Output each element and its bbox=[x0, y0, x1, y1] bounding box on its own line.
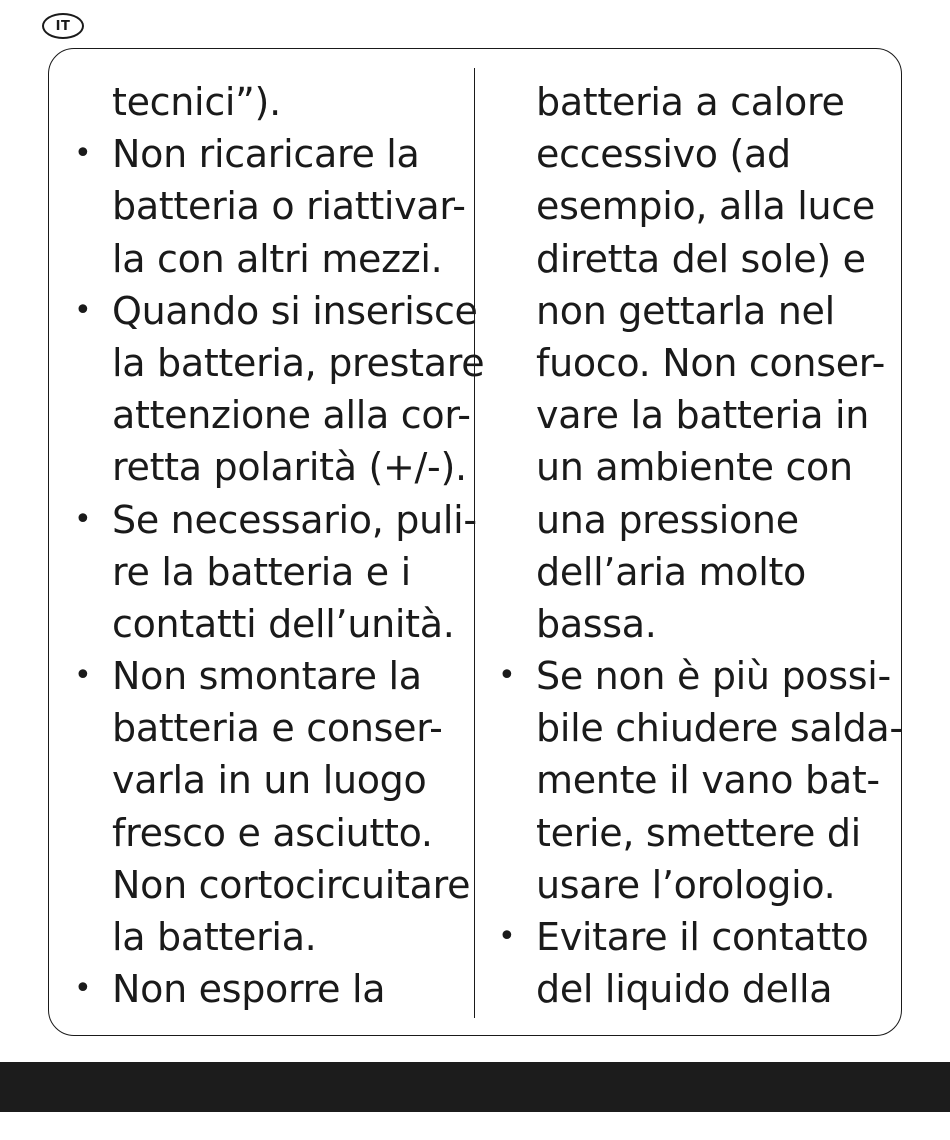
text-line bbox=[68, 702, 468, 754]
bullet-list-item-line bbox=[492, 911, 892, 963]
line-text: attenzione alla cor- bbox=[112, 393, 471, 438]
left-text-column bbox=[68, 76, 485, 1015]
text-line bbox=[68, 859, 471, 911]
text-line bbox=[492, 76, 892, 128]
bullet-list-item-line bbox=[68, 963, 468, 1015]
line-text: fuoco. Non conser- bbox=[536, 340, 886, 385]
text-line bbox=[492, 128, 892, 180]
line-text: esempio, alla luce bbox=[536, 184, 875, 229]
bullet-list-item-line bbox=[68, 128, 468, 180]
line-text: batteria o riattivar- bbox=[112, 184, 466, 229]
line-text: mente il vano bat- bbox=[536, 758, 880, 803]
line-text: Non ricaricare la bbox=[112, 132, 420, 177]
line-text: una pressione bbox=[536, 497, 799, 542]
bullet-icon: • bbox=[498, 658, 516, 694]
line-text: la con altri mezzi. bbox=[112, 236, 443, 281]
text-line bbox=[68, 337, 485, 389]
line-text: batteria e conser- bbox=[112, 706, 443, 751]
text-line bbox=[492, 598, 892, 650]
text-line bbox=[68, 233, 468, 285]
text-line bbox=[492, 546, 892, 598]
text-line bbox=[492, 963, 892, 1015]
text-line bbox=[492, 754, 892, 806]
line-text: Quando si inserisce bbox=[112, 288, 478, 333]
text-line bbox=[68, 389, 471, 441]
line-text: Non cortocircuitare bbox=[112, 862, 471, 907]
bullet-list-item-line bbox=[68, 494, 477, 546]
line-text: un ambiente con bbox=[536, 445, 853, 490]
text-line bbox=[492, 494, 892, 546]
bullet-icon: • bbox=[74, 658, 92, 694]
line-text: diretta del sole) e bbox=[536, 236, 866, 281]
text-line bbox=[492, 337, 892, 389]
line-text: bassa. bbox=[536, 601, 657, 646]
bullet-list-item-line bbox=[68, 285, 478, 337]
footer-bar bbox=[0, 1062, 950, 1112]
line-text: Se necessario, puli- bbox=[112, 497, 477, 542]
text-line bbox=[68, 598, 468, 650]
line-text: dell’aria molto bbox=[536, 549, 806, 594]
bullet-list-item-line bbox=[492, 650, 892, 702]
bullet-icon: • bbox=[74, 971, 92, 1007]
language-badge bbox=[42, 13, 84, 39]
text-line bbox=[492, 859, 892, 911]
line-text: la batteria. bbox=[112, 915, 317, 959]
line-text: Non esporre la bbox=[112, 967, 386, 1012]
line-text: eccessivo (ad bbox=[536, 132, 791, 177]
text-line bbox=[492, 389, 892, 441]
line-text: vare la batteria in bbox=[536, 393, 870, 438]
bullet-icon: • bbox=[74, 292, 92, 328]
line-text: usare l’orologio. bbox=[536, 862, 836, 907]
line-text: re la batteria e i bbox=[112, 549, 411, 594]
line-text: bile chiudere salda- bbox=[536, 706, 903, 751]
line-text: varla in un luogo bbox=[112, 758, 427, 803]
text-line bbox=[68, 180, 468, 232]
line-text: retta polarità (+/-). bbox=[112, 445, 467, 490]
right-text-column bbox=[492, 76, 903, 1015]
bullet-list-item-line bbox=[68, 650, 468, 702]
line-text: contatti dell’unità. bbox=[112, 601, 455, 646]
line-text: Se non è più possi- bbox=[536, 654, 891, 699]
text-line bbox=[68, 546, 468, 598]
text-line bbox=[68, 754, 468, 806]
line-text: terie, smettere di bbox=[536, 810, 861, 855]
text-line bbox=[492, 807, 892, 859]
text-line bbox=[68, 911, 468, 963]
text-line bbox=[492, 702, 903, 754]
line-text: Non smontare la bbox=[112, 654, 422, 699]
text-line bbox=[68, 807, 468, 859]
text-line bbox=[492, 285, 892, 337]
text-line bbox=[492, 441, 892, 493]
bullet-icon: • bbox=[74, 501, 92, 537]
line-text: Evitare il contatto bbox=[536, 915, 869, 959]
line-text: del liquido della bbox=[536, 967, 833, 1012]
language-badge-label: IT bbox=[55, 18, 71, 34]
line-text: non gettarla nel bbox=[536, 288, 835, 333]
text-line bbox=[492, 233, 892, 285]
line-text: la batteria, prestare bbox=[112, 340, 485, 385]
line-text: batteria a calore bbox=[536, 80, 845, 124]
line-text: fresco e asciutto. bbox=[112, 810, 433, 855]
bullet-icon: • bbox=[74, 136, 92, 172]
text-line bbox=[492, 180, 892, 232]
line-text: tecnici”). bbox=[112, 80, 281, 124]
text-line bbox=[68, 76, 468, 128]
text-line bbox=[68, 441, 468, 493]
bullet-icon: • bbox=[498, 919, 516, 954]
